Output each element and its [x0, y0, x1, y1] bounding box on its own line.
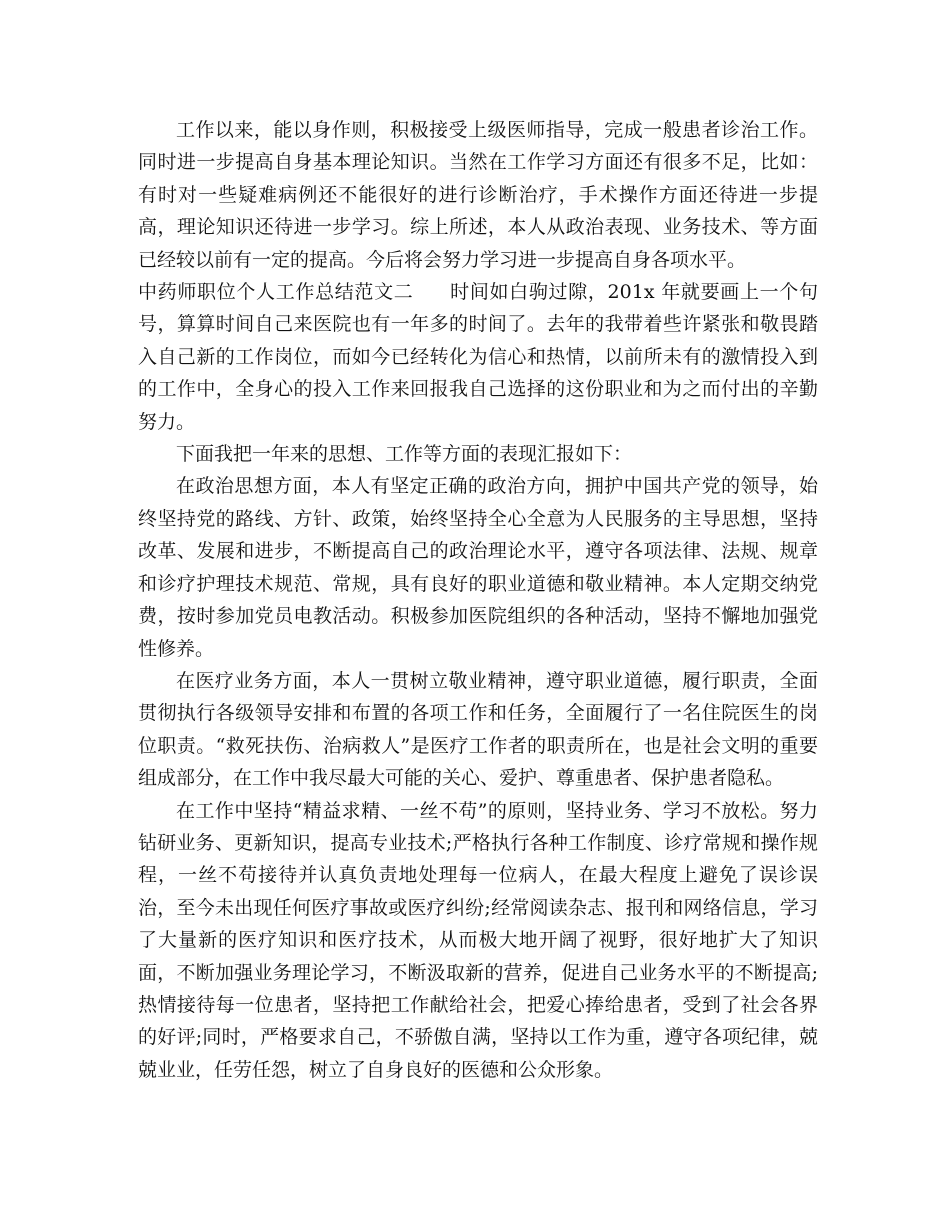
paragraph-report-intro: 下面我把一年来的思想、工作等方面的表现汇报如下： [176, 443, 633, 466]
paragraph-medical-practice: 在医疗业务方面，本人一贯树立敬业精神，遵守职业道德，履行职责，全面贯彻执行各级领导安排和布置的各项工作和任务，全面履行了一名住院医生的岗位职责。“救死扶伤、治病救人”是医疗工作者的职责所在，也是社会文明的重要组成部分，在工作中我尽最大可能的关心、爱护、尊重患者、保护患者隐私。 [138, 669, 818, 790]
document-body [138, 114, 818, 1086]
section-heading-paragraph [138, 276, 818, 438]
paragraph-political: 在政治思想方面，本人有坚定正确的政治方向，拥护中国共产党的领导，始终坚持党的路线、方针、政策，始终坚持全心全意为人民服务的主导思想，坚持改革、发展和进步，不断提高自己的政治理论水平，遵守各项法律、法规、规章和诊疗护理技术规范、常规，具有良好的职业道德和敬业精神。本人定期交纳党费，按时参加党员电教活动。积极参加医院组织的各种活动，坚持不懈地加强党性修养。 [138, 475, 818, 660]
section-intro: 时间如白驹过隙，201x 年就要画上一个句号，算算时间自己来医院也有一年多的时间了。去年的我带着些许紧张和敬畏踏入自己新的工作岗位，而如今已经转化为信心和热情，以前所未有的激情投入到的工作中，全身心的投入工作来回报我自己选择的这份职业和为之而付出的辛勤努力。 [138, 281, 818, 433]
section-title: 中药师职位个人工作总结范文二 [138, 281, 414, 304]
paragraph-work-principles: 在工作中坚持“精益求精、一丝不苟”的原则，坚持业务、学习不放松。努力钻研业务、更新知识，提高专业技术;严格执行各种工作制度、诊疗常规和操作规程，一丝不苟接待并认真负责地处理每一位病人，在最大程度上避免了误诊误治，至今未出现任何医疗事故或医疗纠纷;经常阅读杂志、报刊和网络信息，学习了大量新的医疗知识和医疗技术，从而极大地开阔了视野，很好地扩大了知识面，不断加强业务理论学习，不断汲取新的营养，促进自己业务水平的不断提高;热情接待每一位患者，坚持把工作献给社会，把爱心捧给患者，受到了社会各界的好评;同时，严格要求自己，不骄傲自满，坚持以工作为重，遵守各项纪律，兢兢业业，任劳任怨，树立了自身良好的医德和公众形象。 [138, 799, 818, 1081]
paragraph-work-summary: 工作以来，能以身作则，积极接受上级医师指导，完成一般患者诊治工作。同时进一步提高自身基本理论知识。当然在工作学习方面还有很多不足，比如：有时对一些疑难病例还不能很好的进行诊断治疗，手术操作方面还待进一步提高，理论知识还待进一步学习。综上所述，本人从政治表现、业务技术、等方面已经较以前有一定的提高。今后将会努力学习进一步提高自身各项水平。 [138, 119, 818, 271]
